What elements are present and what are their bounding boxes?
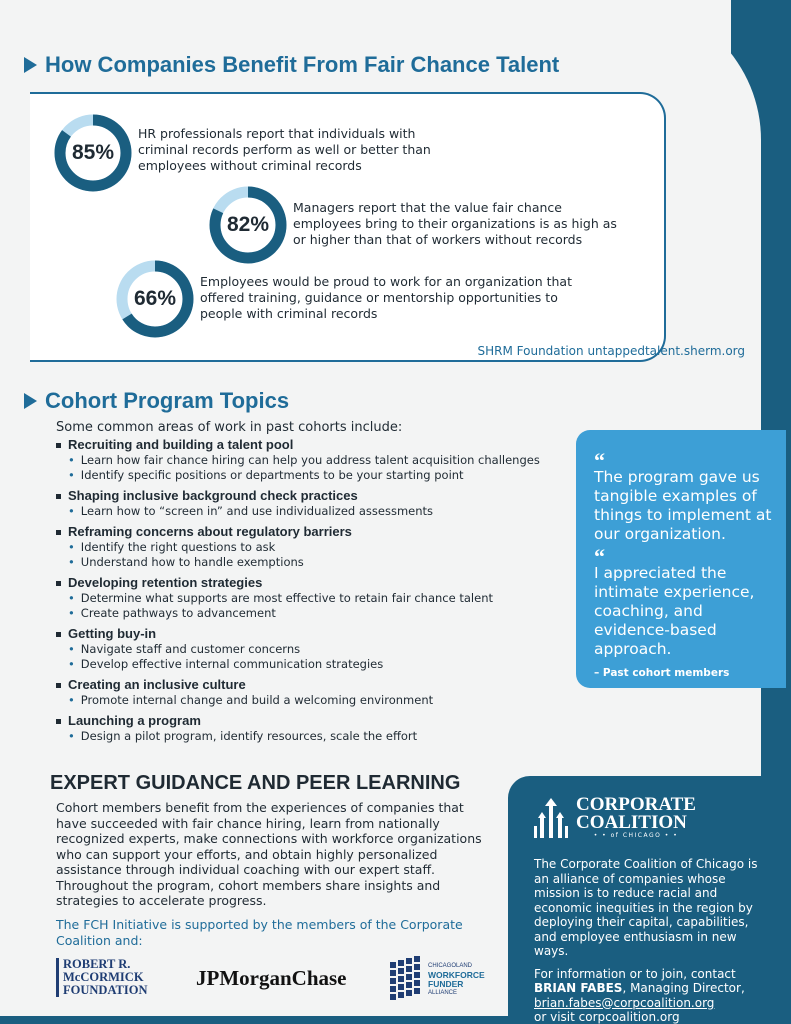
workforce-funder-alliance-logo	[388, 956, 485, 1004]
source-citation: SHRM Foundation untappedtalent.sherm.org	[477, 344, 745, 358]
topic-bullet-text: Navigate staff and customer concerns	[80, 642, 301, 656]
cohort-heading	[24, 388, 289, 414]
bullet-dot-icon: •	[68, 642, 75, 656]
expert-heading: EXPERT GUIDANCE AND PEER LEARNING	[50, 772, 461, 794]
topic-title	[56, 524, 576, 540]
contact-name: BRIAN FABES	[534, 981, 623, 995]
stat-percent: 85%	[71, 141, 115, 164]
quote-mark-icon: “	[594, 448, 605, 473]
coalition-contact	[534, 967, 769, 1024]
logo-line: FOUNDATION	[63, 983, 148, 997]
mccormick-foundation-logo	[56, 958, 166, 997]
logo-line: FUNDER	[428, 979, 464, 989]
testimonial-box	[576, 430, 786, 688]
bullet-dot-icon: •	[68, 504, 75, 518]
building-grid-icon	[388, 956, 424, 1004]
topic-title-text: Creating an inclusive culture	[68, 677, 246, 692]
topic-title-text: Shaping inclusive background check practices	[68, 488, 358, 503]
contact-email-link[interactable]: brian.fabes@corpcoalition.org	[534, 995, 715, 1010]
bullet-dot-icon: •	[68, 729, 75, 743]
topic-bullet-text: Create pathways to advancement	[80, 606, 276, 620]
topic-title	[56, 488, 576, 504]
cohort-heading-text: Cohort Program Topics	[45, 388, 290, 413]
topic-bullet-text: Learn how to “screen in” and use individualized assessments	[80, 504, 434, 518]
logo-line: CHICAGOLAND	[428, 963, 473, 969]
topic-item	[56, 488, 576, 519]
topic-title-text: Recruiting and building a talent pool	[68, 437, 294, 452]
support-statement: The FCH Initiative is supported by the members of the Corporate Coalition and:	[56, 917, 463, 948]
triangle-bullet-icon	[24, 393, 37, 409]
stat-85	[54, 114, 448, 192]
expert-body: Cohort members benefit from the experiences of companies that have succeeded with fair chance hiring, learn from nationally recognized experts, make connections with workforce organizations who can support your efforts, and obtain highly personalized assistance through individual coaching with our expert staff. Throughout the program, cohort members share insights and strategies to accelerate progress.	[56, 800, 482, 908]
topic-item	[56, 677, 576, 708]
percent-ring	[116, 260, 194, 338]
topic-bullet	[56, 606, 576, 621]
triangle-bullet-icon	[24, 57, 37, 73]
bullet-dot-icon: •	[68, 555, 75, 569]
stat-percent: 66%	[133, 287, 177, 310]
cwfa-wordmark	[428, 962, 485, 998]
topic-bullet	[56, 642, 576, 657]
square-bullet-icon	[56, 530, 61, 535]
coalition-name-line: CORPORATE	[576, 794, 696, 815]
logo-line: McCORMICK	[63, 970, 144, 984]
square-bullet-icon	[56, 632, 61, 637]
contact-person	[534, 981, 769, 996]
topic-title	[56, 713, 576, 729]
stat-description: Managers report that the value fair chance employees bring to their organizations is as high as or higher than that of workers without records	[293, 200, 617, 247]
jpmorgan-chase-logo: JPMorganChase	[196, 966, 347, 990]
coalition-name-sub: • • of CHICAGO • •	[593, 832, 679, 839]
quote-mark-icon: “	[594, 544, 605, 569]
topic-bullet	[56, 453, 576, 468]
testimonial-attribution: – Past cohort members	[594, 667, 730, 679]
topic-list	[56, 437, 576, 749]
topic-title	[56, 677, 576, 693]
bullet-dot-icon: •	[68, 468, 75, 482]
topic-title	[56, 626, 576, 642]
percent-ring	[54, 114, 132, 192]
bullet-dot-icon: •	[68, 606, 75, 620]
topic-bullet	[56, 555, 576, 570]
topic-bullet-text: Learn how fair chance hiring can help you address talent acquisition challenges	[80, 453, 540, 467]
topic-title-text: Reframing concerns about regulatory barriers	[68, 524, 352, 539]
coalition-description: The Corporate Coalition of Chicago is an alliance of companies whose mission is to reduce racial and economic inequities in the region by deploying their capital, capabilities, and employee enthusiasm in new ways.	[534, 857, 758, 958]
percent-ring	[209, 186, 287, 264]
topic-title	[56, 437, 576, 453]
logo-line: ROBERT R.	[63, 957, 131, 971]
cohort-intro: Some common areas of work in past cohorts include:	[56, 420, 403, 435]
stat-66	[116, 260, 600, 338]
coalition-name-line: COALITION	[576, 812, 687, 833]
contact-website: or visit corpcoalition.org	[534, 1010, 680, 1024]
topic-item	[56, 713, 576, 744]
topic-bullet-text: Promote internal change and build a welcoming environment	[80, 693, 434, 707]
square-bullet-icon	[56, 683, 61, 688]
bullet-dot-icon: •	[68, 540, 75, 554]
testimonial-quote: I appreciated the intimate experience, coaching, and evidence-based approach.	[594, 564, 755, 658]
topic-bullet-text: Identify the right questions to ask	[80, 540, 276, 554]
topic-bullet-text: Develop effective internal communication strategies	[80, 657, 384, 671]
topic-bullet	[56, 540, 576, 555]
topic-bullet	[56, 591, 576, 606]
sponsor-logos	[56, 952, 496, 1010]
topic-item	[56, 626, 576, 672]
topic-item	[56, 437, 576, 483]
stat-description: HR professionals report that individuals with criminal records perform as well or better than employees without criminal records	[138, 126, 431, 173]
testimonial-quote: The program gave us tangible examples of things to implement at our organization.	[594, 468, 772, 543]
topic-title-text: Developing retention strategies	[68, 575, 263, 590]
topic-bullet	[56, 468, 576, 483]
square-bullet-icon	[56, 494, 61, 499]
stat-description: Employees would be proud to work for an organization that offered training, guidance or mentorship opportunities to people with criminal records	[200, 274, 572, 321]
square-bullet-icon	[56, 719, 61, 724]
coalition-card	[508, 776, 791, 1024]
contact-title: , Managing Director,	[622, 981, 745, 995]
topic-bullet-text: Identify specific positions or departments to be your starting point	[80, 468, 464, 482]
bullet-dot-icon: •	[68, 591, 75, 605]
contact-intro: For information or to join, contact	[534, 966, 736, 981]
bullet-dot-icon: •	[68, 693, 75, 707]
stat-percent: 82%	[226, 213, 270, 236]
topic-bullet	[56, 657, 576, 672]
topic-item	[56, 575, 576, 621]
bullet-dot-icon: •	[68, 453, 75, 467]
benefits-heading	[24, 52, 559, 78]
topic-bullet-text: Design a pilot program, identify resources, scale the effort	[80, 729, 418, 743]
bullet-dot-icon: •	[68, 657, 75, 671]
skyline-arrow-icon	[534, 798, 568, 838]
coalition-logo	[534, 796, 769, 839]
topic-bullet-text: Understand how to handle exemptions	[80, 555, 304, 569]
topic-bullet-text: Determine what supports are most effective to retain fair chance talent	[80, 591, 493, 605]
topic-title	[56, 575, 576, 591]
logo-line: ALLIANCE	[428, 990, 458, 996]
topic-bullet	[56, 504, 576, 519]
topic-bullet	[56, 693, 576, 708]
topic-title-text: Getting buy-in	[68, 626, 157, 641]
stat-82	[209, 186, 633, 264]
benefits-heading-text: How Companies Benefit From Fair Chance Talent	[45, 52, 560, 77]
coalition-wordmark	[576, 796, 696, 839]
topic-item	[56, 524, 576, 570]
topic-bullet	[56, 729, 576, 744]
square-bullet-icon	[56, 581, 61, 586]
square-bullet-icon	[56, 443, 61, 448]
topic-title-text: Launching a program	[68, 713, 201, 728]
logo-line: WORKFORCE	[428, 970, 485, 980]
